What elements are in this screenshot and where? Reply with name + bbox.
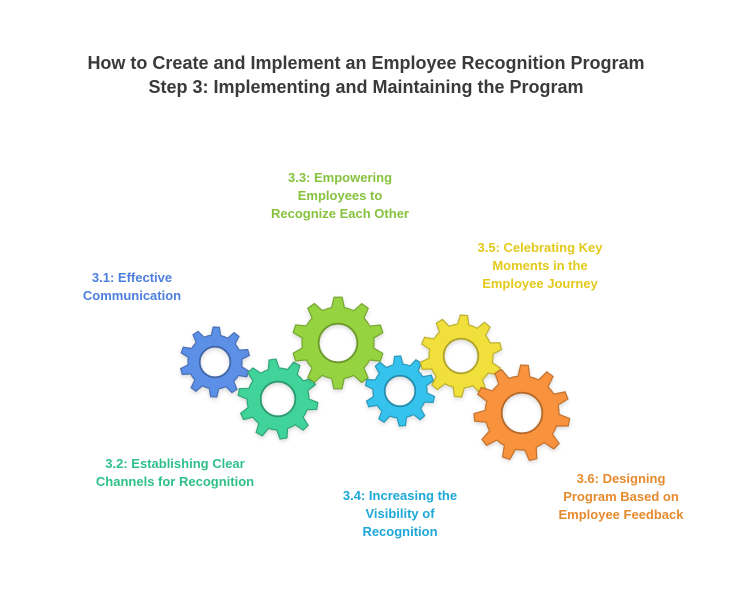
gear-step-3-2-icon (238, 359, 318, 439)
step-3-6-label: 3.6: Designing Program Based on Employee Feedback (558, 471, 684, 522)
gear-step-3-5-icon (420, 315, 501, 397)
gear-step-3-1-icon (181, 327, 250, 397)
step-3-1-label: 3.1: Effective Communication (82, 270, 182, 303)
diagram-title: How to Create and Implement an Employee Recognition Program (87, 53, 645, 73)
diagram-subtitle: Step 3: Implementing and Maintaining the Program (148, 77, 584, 97)
gear-step-3-3-icon (293, 297, 383, 389)
step-3-2-label: 3.2: Establishing Clear Channels for Recognition (95, 456, 255, 489)
step-3-3-label: 3.3: Empowering Employees to Recognize Each Other (271, 170, 409, 221)
gear-step-3-6-icon (474, 365, 570, 460)
step-3-5-label: 3.5: Celebrating Key Moments in the Employee Journey (477, 240, 603, 291)
step-3-4-label: 3.4: Increasing the Visibility of Recognition (342, 488, 458, 539)
